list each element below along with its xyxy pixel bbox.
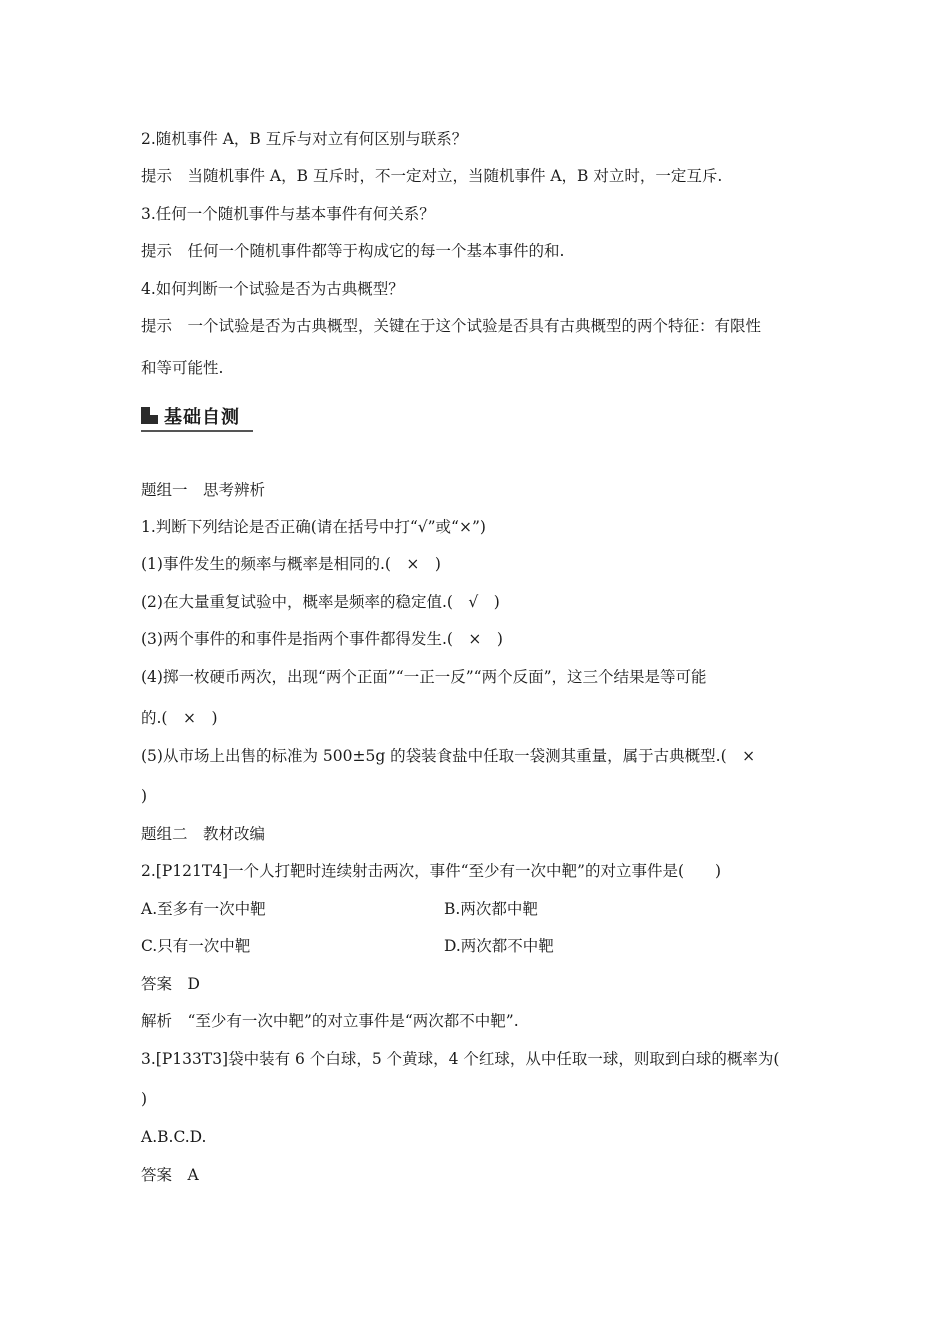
group-1-item-4-line-2: 的.( × ) xyxy=(141,709,218,727)
group-1-title: 题组一 思考辨析 xyxy=(141,481,266,499)
section-title: 基础自测 xyxy=(164,407,240,428)
option-b: B.两次都中靶 xyxy=(444,900,538,918)
option-d: D.两次都不中靶 xyxy=(444,937,554,955)
question-2-analysis: 解析 “至少有一次中靶”的对立事件是“两次都不中靶”. xyxy=(141,1012,519,1030)
group-1-item-5-line-2: ) xyxy=(141,787,148,805)
section-underline xyxy=(141,430,253,432)
group-2-title: 题组二 教材改编 xyxy=(141,825,266,843)
group-2-question-2: 2.[P121T4]一个人打靶时连续射击两次，事件“至少有一次中靶”的对立事件是( ) xyxy=(141,862,722,880)
group-2-question-3-line-1: 3.[P133T3]袋中装有 6 个白球，5 个黄球，4 个红球，从中任取一球，则取到白球的概率为( xyxy=(141,1050,780,1068)
question-2: 2.随机事件 A，B 互斥与对立有何区别与联系？ xyxy=(141,130,468,148)
question-4: 4.如何判断一个试验是否为古典概型？ xyxy=(141,280,404,298)
option-a: A.至多有一次中靶 xyxy=(141,900,266,918)
group-1-stem: 1.判断下列结论是否正确(请在括号中打“√”或“×”) xyxy=(141,518,486,536)
group-2-question-3-line-2: ) xyxy=(141,1090,148,1108)
group-1-item-2: (2)在大量重复试验中，概率是频率的稳定值.( √ ) xyxy=(141,593,500,611)
group-1-item-3: (3)两个事件的和事件是指两个事件都得发生.( × ) xyxy=(141,630,503,648)
question-4-hint-line-1: 提示 一个试验是否为古典概型，关键在于这个试验是否具有古典概型的两个特征：有限性 xyxy=(141,317,762,335)
question-3: 3.任何一个随机事件与基本事件有何关系？ xyxy=(141,205,435,223)
question-4-hint-line-2: 和等可能性. xyxy=(141,359,224,377)
group-1-item-5-line-1: (5)从市场上出售的标准为 500±5g 的袋装食盐中任取一袋测其重量，属于古典概型.( × xyxy=(141,747,756,765)
question-2-hint: 提示 当随机事件 A，B 互斥时，不一定对立，当随机事件 A，B 对立时，一定互斥. xyxy=(141,167,723,185)
question-3-options: A.B.C.D. xyxy=(141,1128,207,1146)
question-3-hint: 提示 任何一个随机事件都等于构成它的每一个基本事件的和. xyxy=(141,242,565,260)
option-c: C.只有一次中靶 xyxy=(141,937,251,955)
group-1-item-4-line-1: (4)掷一枚硬币两次，出现“两个正面”“一正一反”“两个反面”，这三个结果是等可能 xyxy=(141,668,707,686)
section-header xyxy=(141,402,253,432)
question-2-answer: 答案 D xyxy=(141,975,200,993)
group-1-item-1: (1)事件发生的频率与概率是相同的.( × ) xyxy=(141,555,441,573)
question-3-answer: 答案 A xyxy=(141,1166,199,1184)
